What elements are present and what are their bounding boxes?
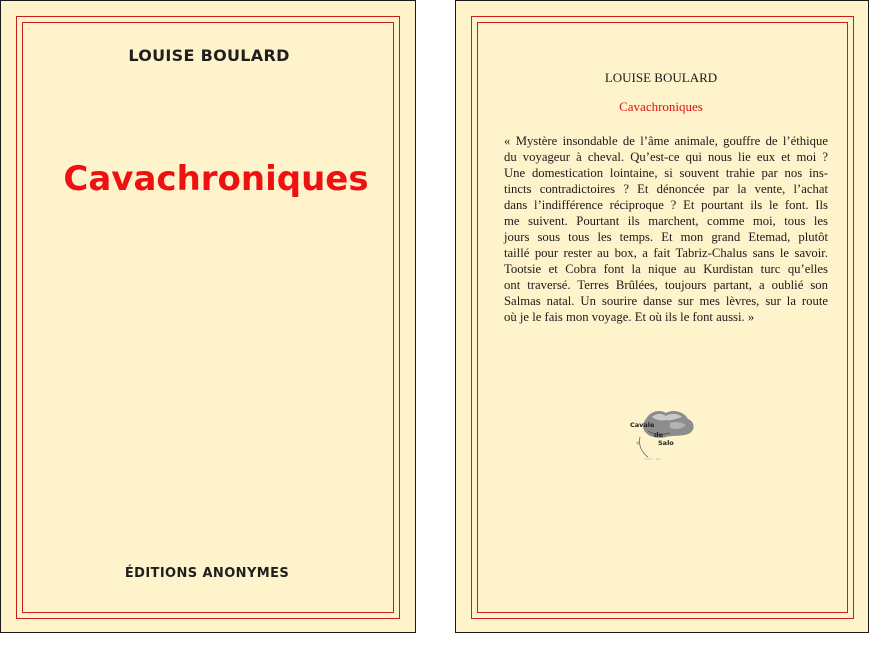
blurb-line: jours sous tous les temps. Et mon grand Etemad, plutôt bbox=[504, 230, 828, 244]
blurb-line: me suivent. Pourtant ils marchent, comme moi, tous les bbox=[504, 214, 828, 228]
front-inner-border bbox=[22, 22, 394, 613]
back-book-title: Cavachroniques bbox=[619, 99, 703, 114]
blurb-line: dans l’indifférence réciproque ? Et pourtant ils le font. Ils bbox=[504, 198, 828, 212]
back-blurb bbox=[504, 133, 828, 325]
front-publisher-name: ÉDITIONS ANONYMES bbox=[124, 566, 290, 581]
logo-text-bottom: Salo bbox=[658, 439, 674, 447]
blurb-line: du voyageur à cheval. Qu’est-ce qui nous lie eux et moi ? bbox=[504, 150, 828, 164]
front-cover bbox=[0, 0, 416, 633]
back-cover bbox=[455, 0, 869, 633]
blurb-line: Une domestication lointaine, si souvent trahie par nos ins- bbox=[504, 166, 828, 180]
front-book-title: Cavachroniques bbox=[63, 159, 369, 199]
logo-text-top: Cavale bbox=[630, 421, 655, 429]
logo-text-mid: de bbox=[654, 431, 664, 439]
blurb-line: où je le fais mon voyage. Et où ils le font aussi. » bbox=[504, 310, 755, 324]
blurb-line: ont traversé. Terres Brûlées, toujours partant, a oublié son bbox=[504, 278, 828, 292]
blurb-line: Tootsie et Cobra font la nique au Kurdistan turc qu’elles bbox=[504, 262, 828, 276]
front-author-name: LOUISE BOULARD bbox=[128, 46, 290, 65]
blurb-line: Salmas natal. Un sourire danse sur mes lèvres, sur la route bbox=[504, 294, 828, 308]
blurb-line: taillé pour rester au box, a fait Tabriz-Chalus sans le savoir. bbox=[504, 246, 828, 260]
back-author-name: LOUISE BOULARD bbox=[604, 70, 718, 85]
blurb-line: tincts contradictoires ? Et dénoncée par la vente, l’achat bbox=[504, 182, 828, 196]
publisher-logo-icon bbox=[626, 407, 698, 463]
blurb-line: « Mystère insondable de l’âme animale, gouffre de l’éthique bbox=[504, 134, 828, 148]
